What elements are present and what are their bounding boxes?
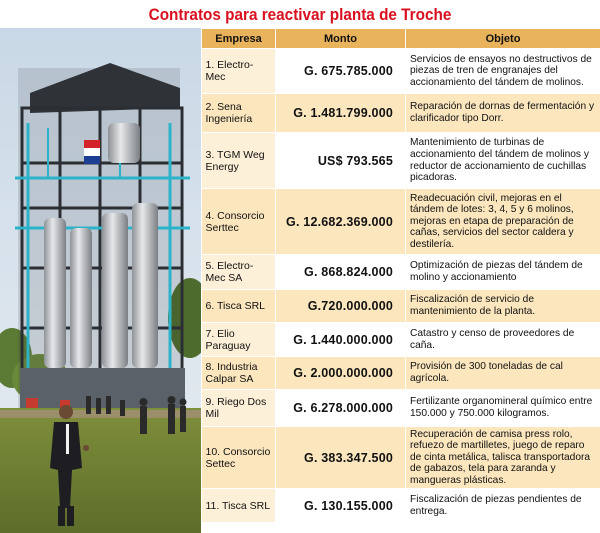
cell-objeto: Fiscalización de piezas pendientes de entrega. bbox=[406, 489, 600, 523]
cell-monto: G. 6.278.000.000 bbox=[276, 390, 406, 427]
cell-monto: US$ 793.565 bbox=[276, 133, 406, 189]
cell-objeto: Fiscalización de servicio de mantenimiento de la planta. bbox=[406, 290, 600, 323]
table-row bbox=[202, 390, 600, 427]
cell-objeto: Mantenimiento de turbinas de accionamiento del tándem de molinos y reductor de accionamiento de cuchillas picadoras. bbox=[406, 133, 600, 189]
header-monto: Monto bbox=[276, 29, 406, 49]
cell-empresa: 3. TGM Weg Energy bbox=[202, 133, 276, 189]
cell-empresa: 10. Consorcio Settec bbox=[202, 427, 276, 489]
table-header-row bbox=[202, 29, 600, 49]
cell-empresa: 11. Tisca SRL bbox=[202, 489, 276, 523]
cell-objeto: Provisión de 300 toneladas de cal agrícola. bbox=[406, 357, 600, 390]
table-row bbox=[202, 189, 600, 255]
cell-monto: G. 12.682.369.000 bbox=[276, 189, 406, 255]
table-row bbox=[202, 489, 600, 523]
cell-objeto: Servicios de ensayos no destructivos de piezas de tren de engranajes del accionamiento del tándem de molinos. bbox=[406, 49, 600, 94]
page-title: Contratos para reactivar planta de Troche bbox=[148, 5, 452, 24]
cell-empresa: 9. Riego Dos Mil bbox=[202, 390, 276, 427]
cell-objeto: Reparación de dornas de fermentación y clarificador tipo Dorr. bbox=[406, 94, 600, 133]
header-empresa: Empresa bbox=[202, 29, 276, 49]
cell-empresa: 7. Elio Paraguay bbox=[202, 323, 276, 357]
table-row bbox=[202, 133, 600, 189]
cell-monto: G. 2.000.000.000 bbox=[276, 357, 406, 390]
table-row bbox=[202, 357, 600, 390]
table-row bbox=[202, 323, 600, 357]
cell-monto: G. 1.481.799.000 bbox=[276, 94, 406, 133]
cell-empresa: 1. Electro-Mec bbox=[202, 49, 276, 94]
cell-empresa: 4. Consorcio Serttec bbox=[202, 189, 276, 255]
cell-objeto: Readecuación civil, mejoras en el tándem de lotes: 3, 4, 5 y 6 molinos, mejoras en etapa de preparación de cañas, servicios del sector caldera y destilería. bbox=[406, 189, 600, 255]
cell-empresa: 8. Industria Calpar SA bbox=[202, 357, 276, 390]
cell-monto: G. 130.155.000 bbox=[276, 489, 406, 523]
cell-empresa: 2. Sena Ingeniería bbox=[202, 94, 276, 133]
cell-objeto: Catastro y censo de proveedores de caña. bbox=[406, 323, 600, 357]
header-objeto: Objeto bbox=[406, 29, 600, 49]
table-row bbox=[202, 94, 600, 133]
cell-monto: G. 675.785.000 bbox=[276, 49, 406, 94]
cell-empresa: 5. Electro-Mec SA bbox=[202, 255, 276, 290]
cell-objeto: Recuperación de camisa press rolo, refuezo de martilletes, juego de reparo de cinta metálica, talisca transportadora de gabazos, tela para zaranda y mangueras plásticas. bbox=[406, 427, 600, 489]
cell-monto: G. 1.440.000.000 bbox=[276, 323, 406, 357]
contracts-table bbox=[201, 28, 600, 523]
table-row bbox=[202, 49, 600, 94]
table-row bbox=[202, 255, 600, 290]
cell-monto: G. 868.824.000 bbox=[276, 255, 406, 290]
cell-monto: G. 383.347.500 bbox=[276, 427, 406, 489]
cell-objeto: Fertilizante organomineral químico entre 150.000 y 750.000 kilogramos. bbox=[406, 390, 600, 427]
table-row bbox=[202, 290, 600, 323]
cell-monto: G.720.000.000 bbox=[276, 290, 406, 323]
plant-photo bbox=[0, 28, 201, 533]
table-row bbox=[202, 427, 600, 489]
cell-objeto: Optimización de piezas del tándem de molino y accionamiento bbox=[406, 255, 600, 290]
cell-empresa: 6. Tisca SRL bbox=[202, 290, 276, 323]
